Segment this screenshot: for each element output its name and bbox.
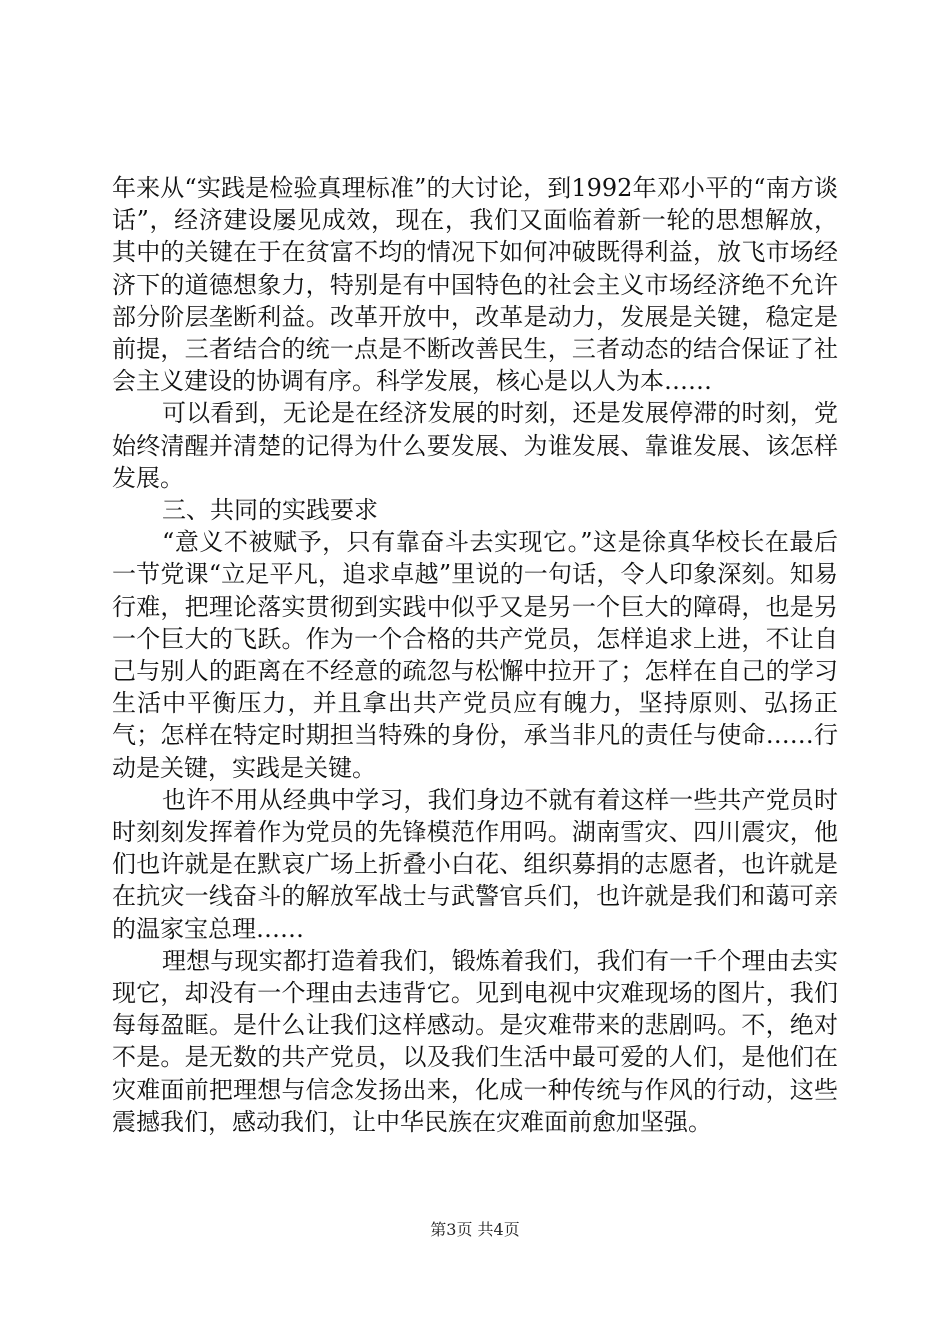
paragraph-1: 年来从“实践是检验真理标准”的大讨论，到1992年邓小平的“南方谈话”，经济建设屡见成效，现在，我们又面临着新一轮的思想解放，其中的关键在于在贫富不均的情况下如何冲破既得利益，放飞市场经济下的道德想象力，特别是有中国特色的社会主义市场经济绝不允许部分阶层垄断利益。改革开放中，改革是动力，发展是关键，稳定是前提，三者结合的统一点是不断改善民生，三者动态的结合保证了社会主义建设的协调有序。科学发展，核心是以人为本…… xyxy=(112,174,838,396)
section-heading: 三、共同的实践要求 xyxy=(162,496,378,525)
paragraph-4: 也许不用从经典中学习，我们身边不就有着这样一些共产党员时时刻刻发挥着作为党员的先锋模范作用吗。湖南雪灾、四川震灾，他们也许就是在默哀广场上折叠小白花、组织募捐的志愿者，也许就是在抗灾一线奋斗的解放军战士与武警官兵们，也许就是我们和蔼可亲的温家宝总理…… xyxy=(112,785,838,943)
paragraph-2: 可以看到，无论是在经济发展的时刻，还是发展停滞的时刻，党始终清醒并清楚的记得为什么要发展、为谁发展、靠谁发展、该怎样发展。 xyxy=(112,399,838,492)
page-footer: 第3页 共4页 xyxy=(430,1220,520,1239)
body-text xyxy=(112,172,838,1138)
paragraph-3: “意义不被赋予，只有靠奋斗去实现它。”这是徐真华校长在最后一节党课“立足平凡，追求卓越”里说的一句话，令人印象深刻。知易行难，把理论落实贯彻到实践中似乎又是另一个巨大的障碍，也是另一个巨大的飞跃。作为一个合格的共产党员，怎样追求上进，不让自己与别人的距离在不经意的疏忽与松懈中拉开了；怎样在自己的学习生活中平衡压力，并且拿出共产党员应有魄力，坚持原则、弘扬正气；怎样在特定时期担当特殊的身份，承当非凡的责任与使命……行动是关键，实践是关键。 xyxy=(112,528,838,782)
paragraph-5: 理想与现实都打造着我们，锻炼着我们，我们有一千个理由去实现它，却没有一个理由去违背它。见到电视中灾难现场的图片，我们每每盈眶。是什么让我们这样感动。是灾难带来的悲剧吗。不，绝对不是。是无数的共产党员，以及我们生活中最可爱的人们，是他们在灾难面前把理想与信念发扬出来，化成一种传统与作风的行动，这些震撼我们，感动我们，让中华民族在灾难面前愈加坚强。 xyxy=(112,946,838,1136)
